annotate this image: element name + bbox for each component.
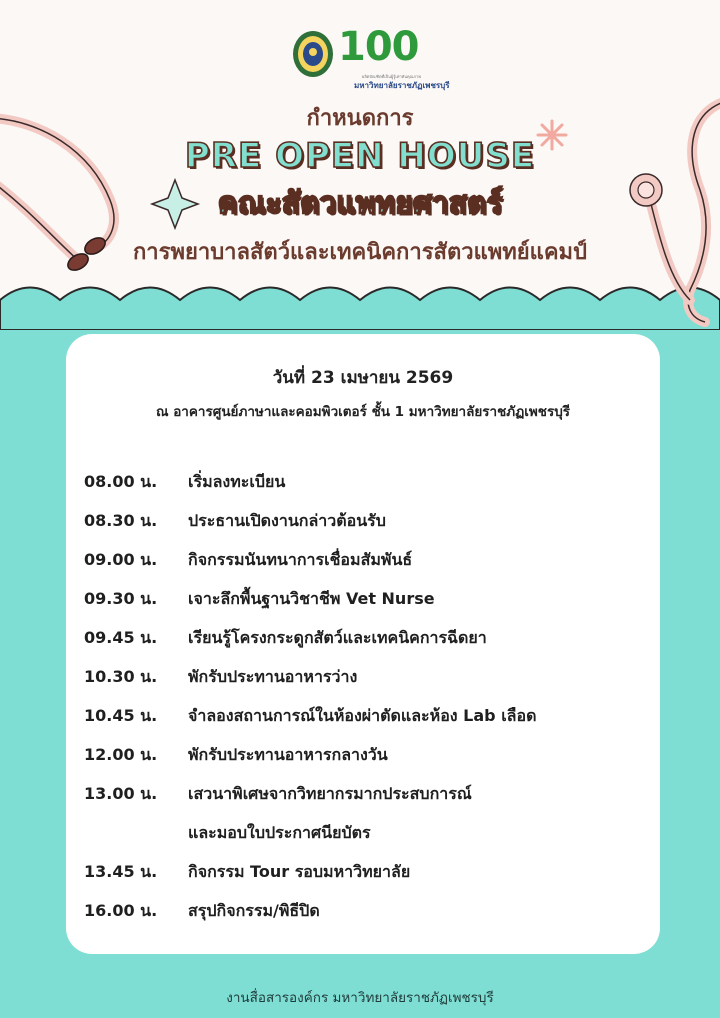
schedule-time: 09.00 น. <box>84 550 158 569</box>
schedule-activity: พักรับประทานอาหารกลางวัน <box>188 745 388 764</box>
schedule-activity: ประธานเปิดงานกล่าวต้อนรับ <box>188 511 386 530</box>
schedule-row <box>84 470 285 495</box>
schedule-time: 13.00 น. <box>84 784 158 803</box>
event-title: PRE OPEN HOUSE <box>184 136 536 176</box>
schedule-row <box>84 899 320 924</box>
university-logo <box>292 24 450 90</box>
schedule-time: 13.45 น. <box>84 862 158 881</box>
schedule-activity: เสวนาพิเศษจากวิทยากรมากประสบการณ์ <box>188 784 472 803</box>
schedule-time: 08.00 น. <box>84 472 158 491</box>
schedule-row <box>84 587 435 612</box>
centennial-number: 100 <box>338 24 419 70</box>
schedule-activity: กิจกรรม Tour รอบมหาวิทยาลัย <box>188 862 411 881</box>
schedule-row <box>84 665 357 690</box>
schedule-activity: เจาะลึกพื้นฐานวิชาชีพ Vet Nurse <box>188 589 435 608</box>
schedule-row <box>84 743 388 768</box>
faculty-title: คณะสัตวแพทยศาสตร์ <box>217 186 503 221</box>
schedule-row <box>84 626 487 651</box>
schedule-card <box>66 334 660 954</box>
schedule-activity: จำลองสถานการณ์ในห้องผ่าตัดและห้อง Lab เลือด <box>188 706 537 725</box>
kicker-heading: กำหนดการ <box>306 106 414 131</box>
schedule-activity: กิจกรรมนันทนาการเชื่อมสัมพันธ์ <box>188 550 413 569</box>
schedule-activity: สรุปกิจกรรม/พิธีปิด <box>188 901 320 920</box>
schedule-activity: พักรับประทานอาหารว่าง <box>188 667 358 686</box>
schedule-activity: และมอบใบประกาศนียบัตร <box>188 823 371 842</box>
schedule-row <box>84 821 371 846</box>
schedule-row <box>84 548 412 573</box>
schedule-row <box>84 860 410 885</box>
schedule-row <box>84 782 472 807</box>
schedule-time: 08.30 น. <box>84 511 158 530</box>
camp-subtitle: การพยาบาลสัตว์และเทคนิคการสัตวแพทย์แคมป์ <box>132 240 588 265</box>
schedule-row <box>84 509 386 534</box>
footer-credit: งานสื่อสารองค์กร มหาวิทยาลัยราชภัฏเพชรบุรี <box>226 990 494 1006</box>
schedule-time: 16.00 น. <box>84 901 158 920</box>
scalloped-edge <box>0 270 720 330</box>
event-venue: ณ อาคารศูนย์ภาษาและคอมพิวเตอร์ ชั้น 1 มหาวิทยาลัยราชภัฏเพชรบุรี <box>155 404 571 420</box>
schedule-time: 10.45 น. <box>84 706 158 725</box>
schedule-activity: เรียนรู้โครงกระดูกสัตว์และเทคนิคการฉีดยา <box>188 628 487 647</box>
schedule-time: 10.30 น. <box>84 667 158 686</box>
university-seal-icon <box>292 30 334 78</box>
schedule-row <box>84 704 536 729</box>
logo-tagline: ผลิตบัณฑิตที่เป็นผู้รู้เท่าทันคุณภาพ <box>362 74 421 79</box>
logo-university-name: มหาวิทยาลัยราชภัฏเพชรบุรี <box>354 81 450 90</box>
event-date: วันที่ 23 เมษายน 2569 <box>272 368 454 388</box>
schedule-time: 12.00 น. <box>84 745 158 764</box>
schedule-time: 09.45 น. <box>84 628 158 647</box>
schedule-time: 09.30 น. <box>84 589 158 608</box>
schedule-activity: เริ่มลงทะเบียน <box>188 472 286 491</box>
